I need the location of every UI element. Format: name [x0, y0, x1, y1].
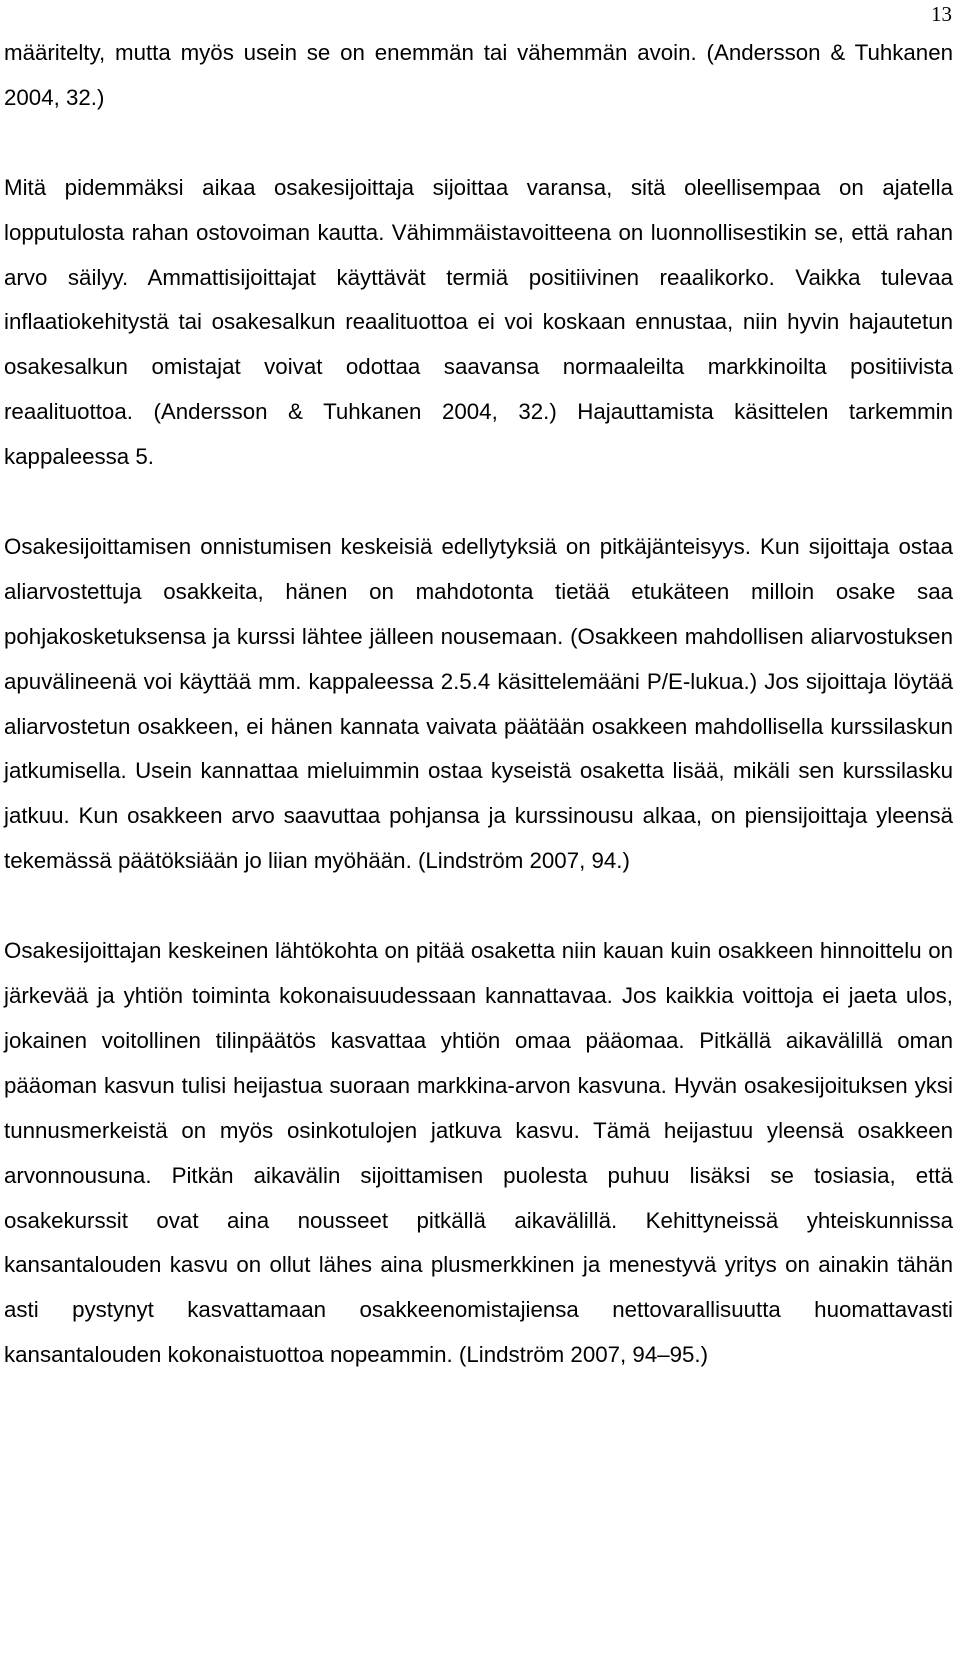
- paragraph-1: määritelty, mutta myös usein se on enemmän tai vähemmän avoin. (Andersson & Tuhkanen 2004, 32.): [4, 40, 953, 110]
- paragraph-3: Osakesijoittamisen onnistumisen keskeisiä edellytyksiä on pitkäjänteisyys. Kun sijoittaja ostaa aliarvostettuja osakkeita, hänen on mahdotonta tietää etukäteen milloin osake saa pohjakosketuksensa ja kurssi lähtee jälleen nousemaan. (Osakkeen mahdollisen aliarvostuksen apuvälineenä voi käyttää mm. kappaleessa 2.5.4 käsittelemääni P/E-lukua.) Jos sijoittaja löytää aliarvostetun osakkeen, ei hänen kannata vaivata päätään osakkeen mahdollisella kurssilaskun jatkumisella. Usein kannattaa mieluimmin ostaa kyseistä osaketta lisää, mikäli sen kurssilasku jatkuu. Kun osakkeen arvo saavuttaa pohjansa ja kurssinousu alkaa, on piensijoittaja yleensä tekemässä päätöksiään jo liian myöhään. (Lindström 2007, 94.): [4, 533, 953, 874]
- paragraph-spacer: [4, 121, 953, 166]
- paragraph-spacer: [4, 480, 953, 525]
- paragraph-4: Osakesijoittajan keskeinen lähtökohta on pitää osaketta niin kauan kuin osakkeen hinnoittelu on järkevää ja yhtiön toiminta kokonaisuudessaan kannattavaa. Jos kaikkia voittoja ei jaeta ulos, jokainen voitollinen tilinpäätös kasvattaa yhtiön omaa pääomaa. Pitkällä aikavälillä oman pääoman kasvun tulisi heijastua suoraan markkina-arvon kasvuna. Hyvän osakesijoituksen yksi tunnusmerkeistä on myös osinkotulojen jatkuva kasvu. Tämä heijastuu yleensä osakkeen arvonnousuna. Pitkän aikavälin sijoittamisen puolesta puhuu lisäksi se tosiasia, että osakekurssit ovat aina nousseet pitkällä aikavälillä. Kehittyneissä yhteiskunnissa kansantalouden kasvu on ollut lähes aina plusmerkkinen ja menestyvä yritys on ainakin tähän asti pystynyt kasvattamaan osakkeenomistajiensa nettovarallisuutta huomattavasti kansantalouden kokonaistuottoa nopeammin. (Lindström 2007, 94–95.): [4, 938, 953, 1368]
- page-number: 13: [931, 2, 952, 26]
- paragraph-2: Mitä pidemmäksi aikaa osakesijoittaja sijoittaa varansa, sitä oleellisempaa on ajatella lopputulosta rahan ostovoiman kautta. Vähimmäistavoitteena on luonnollisestikin se, että rahan arvo säilyy. Ammattisijoittajat käyttävät termiä positiivinen reaalikorko. Vaikka tulevaa inflaatiokehitystä tai osakesalkun reaalituottoa ei voi koskaan ennustaa, niin hyvin hajautetun osakesalkun omistajat voivat odottaa saavansa normaaleilta markkinoilta positiivista reaalituottoa. (Andersson & Tuhkanen 2004, 32.) Hajauttamista käsittelen tarkemmin kappaleessa 5.: [4, 174, 953, 470]
- paragraph-spacer: [4, 884, 953, 929]
- document-body: [4, 31, 953, 1378]
